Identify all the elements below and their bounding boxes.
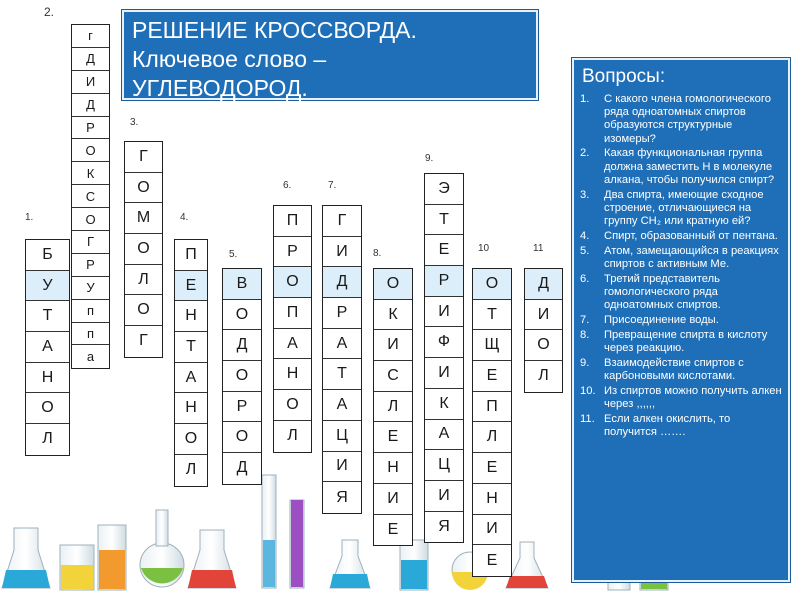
question-number: 8. bbox=[580, 328, 590, 341]
column-label: 6. bbox=[283, 180, 292, 191]
questions-panel bbox=[572, 58, 790, 582]
crossword-cell: А bbox=[323, 329, 361, 360]
crossword-cell: О bbox=[125, 173, 162, 204]
crossword-cell: Ф bbox=[425, 327, 463, 358]
crossword-cell: Л bbox=[125, 265, 162, 296]
crossword-answer-4 bbox=[174, 239, 208, 487]
question-number: 2. bbox=[580, 147, 590, 160]
crossword-cell: П bbox=[274, 298, 311, 329]
crossword-cell: И bbox=[374, 484, 412, 515]
column-label: 8. bbox=[373, 248, 382, 259]
question-number: 10. bbox=[580, 384, 596, 397]
question-text: Спирт, образованный от пентана. bbox=[604, 229, 778, 242]
question-number: 5. bbox=[580, 244, 590, 257]
crossword-cell: О bbox=[175, 424, 207, 455]
crossword-cell: Р bbox=[323, 298, 361, 329]
crossword-cell: Д bbox=[236, 459, 248, 477]
crossword-cell: Р bbox=[72, 254, 109, 277]
crossword-cell: О bbox=[223, 422, 261, 453]
crossword-cell: С bbox=[72, 185, 109, 208]
crossword-cell: Г bbox=[323, 206, 361, 237]
crossword-cell: Т bbox=[175, 332, 207, 363]
crossword-cell: А bbox=[175, 363, 207, 394]
crossword-answer-3 bbox=[124, 141, 163, 358]
question-text: Какая функциональная группа должна заместить Н в молекуле алкана, чтобы получился спирт? bbox=[604, 147, 775, 186]
crossword-cell: У bbox=[72, 277, 109, 300]
crossword-cell: Т bbox=[323, 359, 361, 390]
crossword-cell: Е bbox=[486, 551, 498, 569]
crossword-answer-9 bbox=[424, 173, 464, 543]
crossword-cell: О bbox=[72, 139, 109, 162]
question-number: 9. bbox=[580, 356, 590, 369]
question-text: Если алкен окислить, то получится ……. bbox=[604, 412, 731, 438]
column-label: 4. bbox=[180, 212, 189, 223]
crossword-cell: И bbox=[473, 515, 511, 546]
crossword-cell: Э bbox=[425, 174, 463, 205]
question-text: С какого члена гомологического ряда одноатомных спиртов образуются структурные изомеры? bbox=[604, 93, 771, 145]
crossword-cell: И bbox=[374, 330, 412, 361]
question-text: Из спиртов можно получить алкен через ,,,,,, bbox=[604, 384, 782, 410]
crossword-cell: О bbox=[125, 295, 162, 326]
question-item bbox=[580, 189, 786, 229]
crossword-cell: Р bbox=[223, 392, 261, 423]
crossword-cell: Я bbox=[336, 488, 348, 506]
question-item bbox=[580, 93, 786, 146]
crossword-cell: А bbox=[323, 390, 361, 421]
crossword-cell: Л bbox=[538, 367, 549, 385]
crossword-answer-11 bbox=[524, 268, 563, 393]
question-number: 7. bbox=[580, 313, 590, 326]
question-number: 4. bbox=[580, 229, 590, 242]
crossword-cell: И bbox=[323, 237, 361, 268]
crossword-cell: Д bbox=[72, 94, 109, 117]
crossword-cell: Б bbox=[26, 240, 69, 271]
crossword-cell: Г bbox=[139, 332, 148, 350]
title-box bbox=[122, 10, 538, 100]
crossword-cell: Л bbox=[185, 461, 197, 479]
crossword-cell: О bbox=[72, 208, 109, 231]
crossword-cell: И bbox=[425, 358, 463, 389]
crossword-answer-6 bbox=[273, 205, 312, 453]
crossword-cell: Н bbox=[374, 453, 412, 484]
crossword-cell: У bbox=[26, 271, 69, 302]
question-text: Присоединение воды. bbox=[604, 313, 719, 326]
crossword-answer-10 bbox=[472, 268, 512, 577]
crossword-cell: Т bbox=[26, 301, 69, 332]
crossword-cell: Я bbox=[438, 517, 450, 535]
crossword-cell: Е bbox=[175, 271, 207, 302]
crossword-cell: И bbox=[525, 300, 562, 331]
crossword-cell: О bbox=[274, 267, 311, 298]
crossword-cell: А bbox=[26, 332, 69, 363]
crossword-answer-5 bbox=[222, 268, 262, 485]
questions-heading: Вопросы: bbox=[582, 66, 666, 87]
crossword-cell: Л bbox=[287, 427, 298, 445]
crossword-cell: Л bbox=[374, 392, 412, 423]
crossword-cell: О bbox=[525, 330, 562, 361]
crossword-cell: Д bbox=[323, 267, 361, 298]
slide-title: РЕШЕНИЕ КРОССВОРДА. Ключевое слово – УГЛЕВОДОРОД. bbox=[132, 17, 417, 101]
crossword-cell: Н bbox=[274, 359, 311, 390]
crossword-cell: Р bbox=[72, 117, 109, 140]
crossword-cell: С bbox=[374, 361, 412, 392]
crossword-cell: Е bbox=[374, 422, 412, 453]
column-label: 7. bbox=[328, 180, 337, 191]
crossword-cell: Н bbox=[26, 363, 69, 394]
crossword-cell: п bbox=[72, 300, 109, 323]
crossword-cell: Е bbox=[425, 235, 463, 266]
question-item bbox=[580, 329, 786, 355]
crossword-cell: Л bbox=[42, 430, 53, 448]
crossword-cell: И bbox=[425, 481, 463, 512]
question-item bbox=[580, 147, 786, 187]
crossword-cell: О bbox=[125, 234, 162, 265]
crossword-cell: И bbox=[425, 297, 463, 328]
question-text: Превращение спирта в кислоту через реакцию. bbox=[604, 328, 768, 354]
crossword-cell: Е bbox=[473, 453, 511, 484]
question-item bbox=[580, 314, 786, 327]
crossword-cell: Д bbox=[72, 48, 109, 71]
crossword-cell: П bbox=[175, 240, 207, 271]
crossword-cell: О bbox=[223, 300, 261, 331]
question-text: Взаимодействие спиртов с карбоновыми кислотами. bbox=[604, 356, 744, 382]
column-label: 1. bbox=[25, 212, 34, 223]
crossword-cell: К bbox=[374, 300, 412, 331]
question-item bbox=[580, 245, 786, 271]
question-text: Атом, замещающийся в реакциях спиртов с активным Ме. bbox=[604, 244, 779, 270]
question-item bbox=[580, 385, 786, 411]
crossword-cell: Д bbox=[525, 269, 562, 300]
crossword-cell: Г bbox=[125, 142, 162, 173]
crossword-cell: А bbox=[274, 329, 311, 360]
crossword-cell: К bbox=[425, 389, 463, 420]
crossword-cell: А bbox=[425, 420, 463, 451]
question-number: 11. bbox=[580, 412, 595, 425]
question-number: 3. bbox=[580, 188, 590, 201]
crossword-cell: Щ bbox=[473, 330, 511, 361]
crossword-cell: М bbox=[125, 203, 162, 234]
question-item bbox=[580, 413, 786, 439]
crossword-cell: О bbox=[26, 393, 69, 424]
question-item bbox=[580, 273, 786, 313]
crossword-cell: а bbox=[86, 349, 95, 365]
crossword-cell: Е bbox=[473, 361, 511, 392]
crossword-cell: Д bbox=[223, 330, 261, 361]
crossword-cell: Н bbox=[175, 301, 207, 332]
crossword-cell: Г bbox=[72, 231, 109, 254]
column-label: 9. bbox=[425, 153, 434, 164]
crossword-cell: Н bbox=[473, 484, 511, 515]
question-text: Третий представитель гомологического ряда одноатомных спиртов. bbox=[604, 272, 721, 312]
crossword-cell: Ц bbox=[425, 450, 463, 481]
crossword-answer-7 bbox=[322, 205, 362, 514]
column-label: 10 bbox=[478, 243, 490, 254]
column-label: 5. bbox=[229, 249, 238, 260]
crossword-cell: Т bbox=[473, 300, 511, 331]
crossword-cell: П bbox=[473, 392, 511, 423]
crossword-cell: О bbox=[274, 390, 311, 421]
question-number: 1. bbox=[580, 93, 590, 105]
crossword-answer-8 bbox=[373, 268, 413, 546]
crossword-cell: Р bbox=[425, 266, 463, 297]
crossword-cell: Л bbox=[473, 422, 511, 453]
question-text: Два спирта, имеющие сходное строение, отличающиеся на группу CH₂ или кратную ей? bbox=[604, 188, 764, 228]
crossword-cell: Н bbox=[175, 393, 207, 424]
question-number: 6. bbox=[580, 272, 590, 285]
crossword-cell: Т bbox=[425, 205, 463, 236]
crossword-cell: п bbox=[72, 323, 109, 346]
question-item bbox=[580, 357, 786, 383]
crossword-cell: В bbox=[223, 269, 261, 300]
column-label: 11 bbox=[533, 243, 544, 254]
crossword-cell: К bbox=[72, 162, 109, 185]
crossword-cell: П bbox=[274, 206, 311, 237]
column-label: 3. bbox=[130, 117, 139, 128]
crossword-cell: И bbox=[323, 452, 361, 483]
crossword-cell: И bbox=[72, 71, 109, 94]
crossword-cell: О bbox=[223, 361, 261, 392]
crossword-answer-1 bbox=[25, 239, 70, 456]
slide-number: 2. bbox=[44, 5, 55, 19]
questions-list bbox=[580, 93, 786, 441]
crossword-cell: Р bbox=[274, 237, 311, 268]
crossword-cell: О bbox=[374, 269, 412, 300]
question-item bbox=[580, 230, 786, 243]
crossword-cell: г bbox=[72, 25, 109, 48]
crossword-key-column bbox=[71, 24, 110, 369]
crossword-cell: О bbox=[473, 269, 511, 300]
crossword-cell: Ц bbox=[323, 421, 361, 452]
crossword-cell: Е bbox=[387, 520, 399, 538]
